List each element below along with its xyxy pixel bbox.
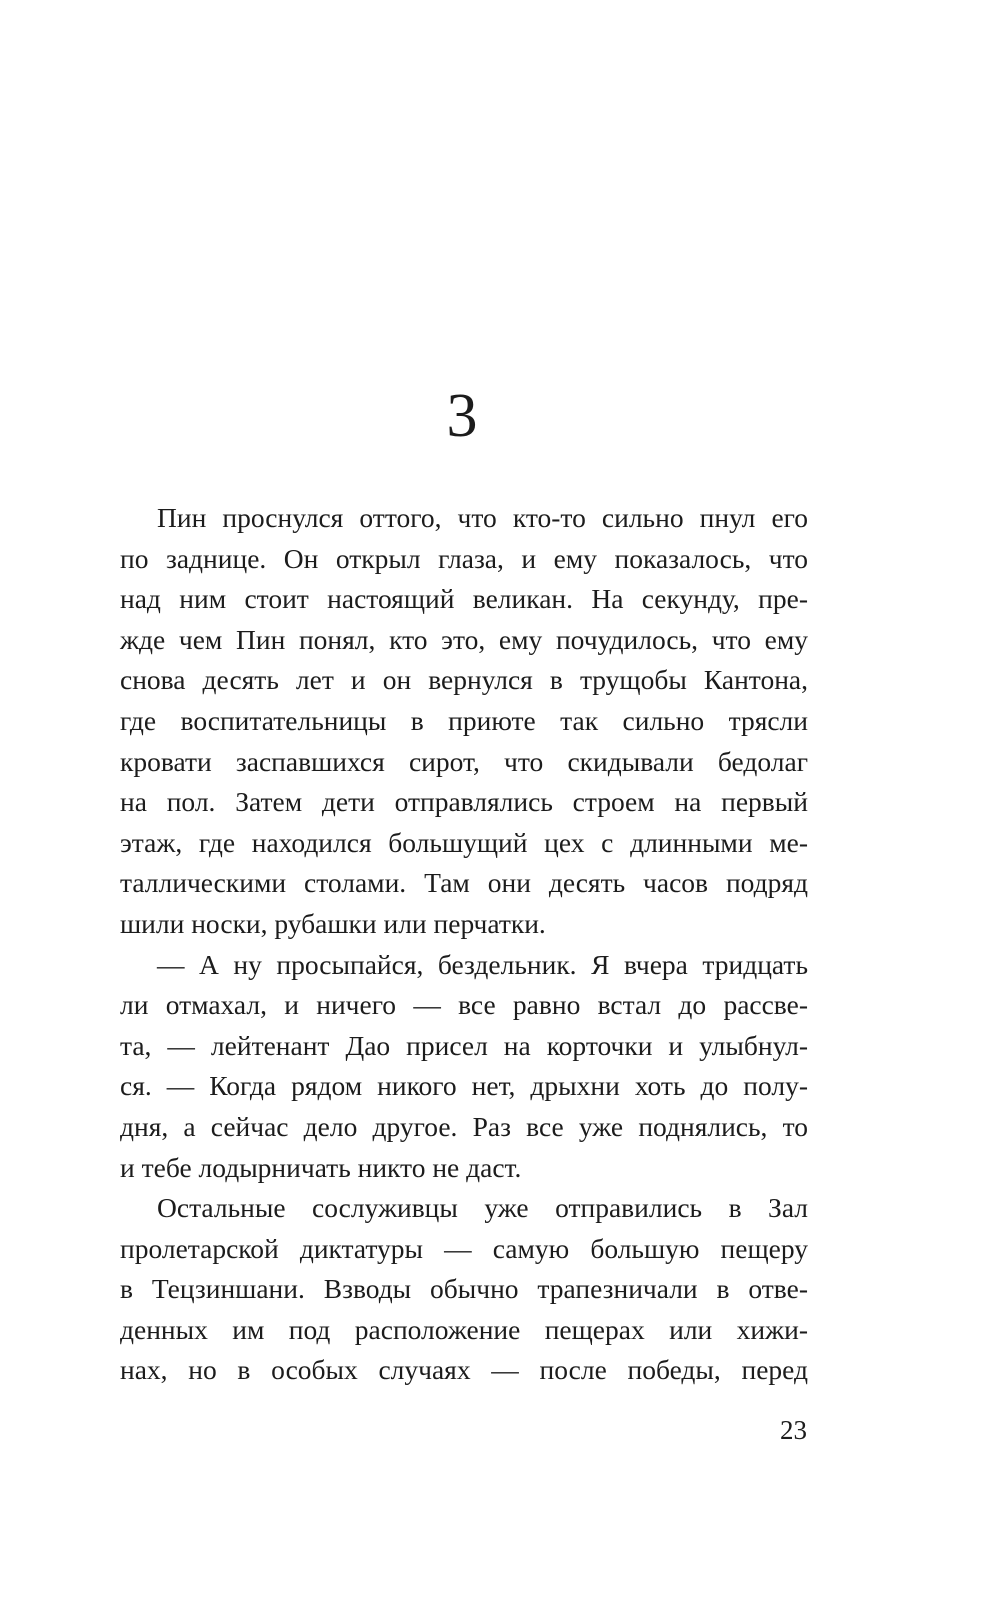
text-line: денных им под расположение пещерах или хижи- xyxy=(120,1313,808,1345)
text-line: над ним стоит настоящий великан. На секунду, пре- xyxy=(120,583,808,615)
paragraph xyxy=(120,1188,808,1391)
text-line: в Тецзиншани. Взводы обычно трапезничали в отве- xyxy=(120,1273,808,1305)
paragraph xyxy=(120,498,808,945)
text-line: кровати заспавшихся сирот, что скидывали бедолаг xyxy=(120,745,808,777)
text-line: снова десять лет и он вернулся в трущобы Кантона, xyxy=(120,664,808,696)
text-line: Остальные сослуживцы уже отправились в Зал xyxy=(157,1192,808,1224)
text-line: Пин проснулся оттого, что кто-то сильно пнул его xyxy=(157,502,808,533)
paragraph xyxy=(120,945,808,1189)
chapter-number: 3 xyxy=(446,382,478,450)
text-line: где воспитательницы в приюте так сильно трясли xyxy=(120,704,808,736)
text-line: — А ну просыпайся, бездельник. Я вчера тридцать xyxy=(157,948,808,980)
text-line: и тебе лодырничать никто не даст. xyxy=(120,1151,522,1183)
text-line: по заднице. Он открыл глаза, и ему показалось, что xyxy=(120,542,808,574)
text-line: нах, но в особых случаях — после победы, перед xyxy=(120,1354,808,1386)
text-line: таллическими столами. Там они десять часов подряд xyxy=(120,867,808,899)
body-text xyxy=(120,498,808,1391)
text-line: ли отмахал, и ничего — все равно встал до рассве- xyxy=(120,989,808,1021)
text-line: ся. — Когда рядом никого нет, дрыхни хоть до полу- xyxy=(120,1070,808,1102)
text-line: этаж, где находился большущий цех с длинными ме- xyxy=(120,826,808,858)
text-line: жде чем Пин понял, кто это, ему почудилось, что ему xyxy=(120,623,808,655)
text-line: на пол. Затем дети отправлялись строем на первый xyxy=(120,786,808,818)
page-number: 23 xyxy=(780,1415,807,1445)
text-line: та, — лейтенант Дао присел на корточки и улыбнул- xyxy=(120,1029,808,1061)
text-line: дня, а сейчас дело другое. Раз все уже поднялись, то xyxy=(120,1110,808,1142)
text-line: шили носки, рубашки или перчатки. xyxy=(120,907,546,939)
text-line: пролетарской диктатуры — самую большую пещеру xyxy=(120,1232,808,1264)
